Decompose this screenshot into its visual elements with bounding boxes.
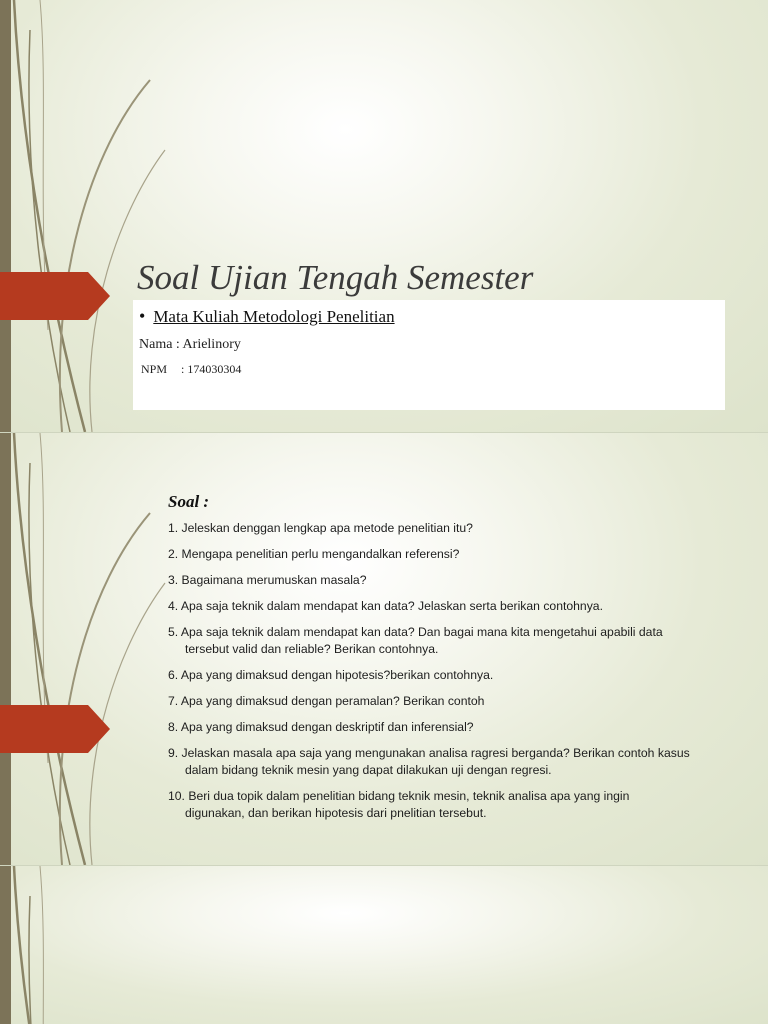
course-subject <box>139 306 395 327</box>
npm-label: NPM <box>141 362 168 376</box>
slide-1 <box>0 0 768 432</box>
question-text-continued: tersebut valid dan reliable? Berikan contohnya. <box>185 642 439 656</box>
question-text-continued: dalam bidang teknik mesin yang dapat dilakukan uji dengan regresi. <box>185 763 552 777</box>
swoosh-decoration-icon <box>0 866 200 1024</box>
question-text: 3. Bagaimana merumuskan masala? <box>168 573 367 587</box>
question-text: 5. Apa saja teknik dalam mendapat kan data? Dan bagai mana kita mengetahui apabili data <box>168 625 663 639</box>
question-text: 8. Apa yang dimaksud dengan deskriptif dan inferensial? <box>168 720 474 734</box>
question-item <box>168 719 728 736</box>
questions-heading: Soal : <box>168 492 210 511</box>
question-text: 9. Jelaskan masala apa saja yang mengunakan analisa ragresi berganda? Berikan contoh kasus <box>168 746 690 760</box>
question-item <box>168 788 728 822</box>
question-item <box>168 745 728 779</box>
question-text-continued: digunakan, dan berikan hipotesis dari pnelitian tersebut. <box>185 806 487 820</box>
question-item <box>168 693 728 710</box>
slide-title: Soal Ujian Tengah Semester <box>137 258 534 297</box>
student-name: Nama : Arielinory <box>139 337 241 352</box>
question-text: 2. Mengapa penelitian perlu mengandalkan referensi? <box>168 547 460 561</box>
student-info-box <box>133 300 725 410</box>
course-subject-text: Mata Kuliah Metodologi Penelitian <box>153 307 395 326</box>
question-item <box>168 624 728 658</box>
question-item <box>168 520 728 537</box>
question-item <box>168 667 728 684</box>
question-item <box>168 572 728 589</box>
question-item <box>168 598 728 615</box>
question-text: 1. Jeleskan denggan lengkap apa metode penelitian itu? <box>168 521 473 535</box>
question-list <box>168 520 728 831</box>
red-arrow-tab-icon <box>0 272 110 320</box>
question-text: 10. Beri dua topik dalam penelitian bidang teknik mesin, teknik analisa apa yang ingin <box>168 789 630 803</box>
red-arrow-tab-icon <box>0 705 110 753</box>
bullet-icon: • <box>139 306 146 326</box>
question-text: 6. Apa yang dimaksud dengan hipotesis?berikan contohnya. <box>168 668 494 682</box>
student-npm <box>141 362 241 377</box>
question-text: 4. Apa saja teknik dalam mendapat kan data? Jelaskan serta berikan contohnya. <box>168 599 603 613</box>
slide-3 <box>0 866 768 1024</box>
question-item <box>168 546 728 563</box>
question-text: 7. Apa yang dimaksud dengan peramalan? Berikan contoh <box>168 694 485 708</box>
npm-value: : 174030304 <box>181 362 242 376</box>
